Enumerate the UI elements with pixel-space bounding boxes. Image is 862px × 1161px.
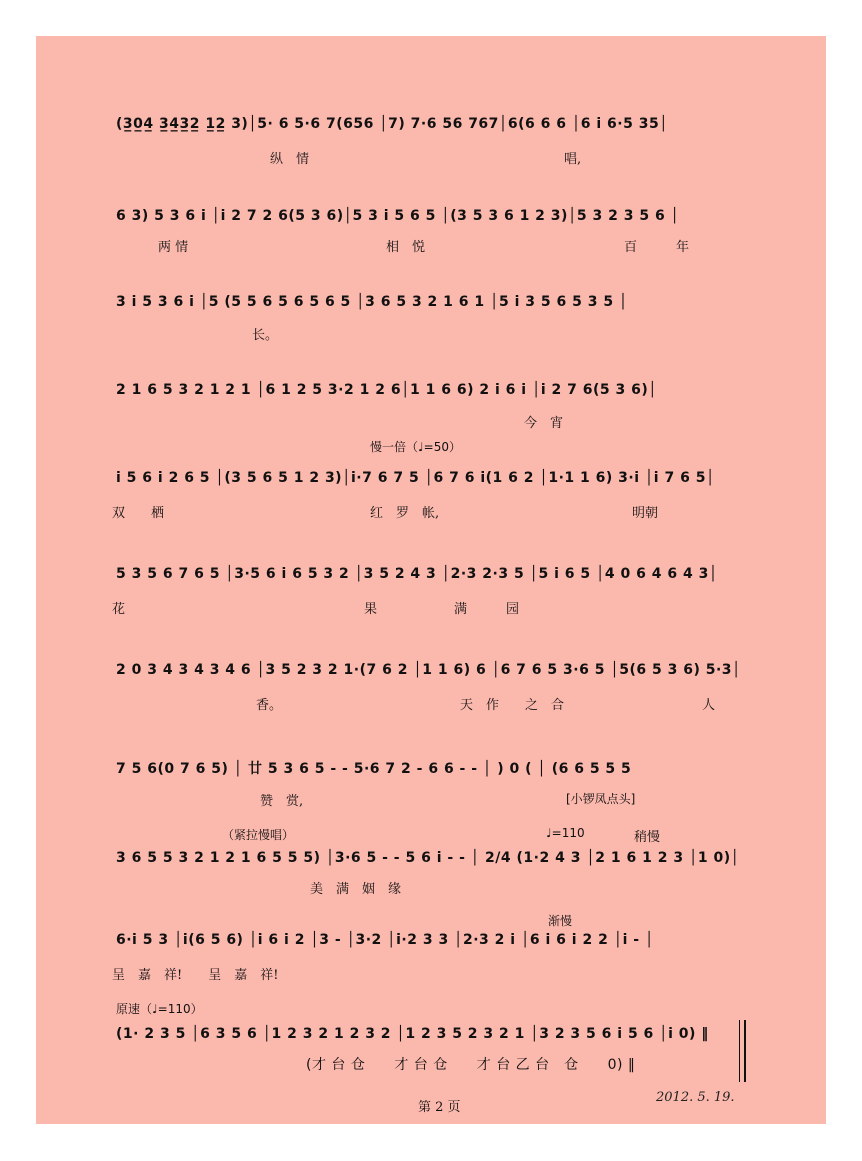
lyric-line-7c: 人 [702, 698, 716, 713]
notation-line-6: 5 3 5 6 7 6 5 │3·5 6 i 6 5 3 2 │3 5 2 4 3 │2·3 2·3 5 │5 i 6 5 │4 0 6 4 6 4 3│ [116, 566, 718, 582]
annotation-slightly-slow: 稍慢 [634, 830, 661, 845]
lyric-line-2a: 两 情 [158, 240, 189, 255]
lyric-line-5a: 双 栖 [112, 506, 165, 521]
notation-line-5: i 5 6 i 2 6 5 │(3 5 6 5 1 2 3)│i·7 6 7 5 │6 7 6 i(1 6 2 │1·1 1 6) 3·i │i 7 6 5│ [116, 470, 715, 486]
date: 2012. 5. 19. [656, 1090, 735, 1105]
notation-line-1: (3̲0̲4̲ 3̲4̲3̲2̲ 1̲2̲ 3)│5· 6 5·6 7(656 │7) 7·6 56 767│6(6 6 6 │6 i 6·5 35│ [116, 116, 669, 132]
tempo-marking-slow: 慢一倍（♩=50） [370, 440, 461, 454]
lyric-line-5b: 红 罗 帐, [370, 506, 440, 521]
annotation-tight-pull: （紧拉慢唱） [222, 828, 295, 842]
tempo-110: ♩=110 [546, 826, 585, 840]
notation-line-2: 6 3) 5 3 6 i │i 2 7 2 6(5 3 6)│5 3 i 5 6 5 │(3 5 3 6 1 2 3)│5 3 2 3 5 6 │ [116, 208, 680, 224]
percussion-line-11: (才 台 仓 才 台 仓 才 台 乙 台 仓 0) ‖ [306, 1057, 636, 1073]
lyric-line-1a: 纵 情 [270, 152, 310, 167]
lyric-line-7b: 天 作 之 合 [460, 698, 565, 713]
page-number: 第 2 页 [418, 1100, 461, 1115]
tempo-original: 原速（♩=110） [116, 1002, 203, 1016]
lyric-line-4a: 今 宵 [524, 416, 564, 431]
final-barline [744, 1020, 746, 1082]
lyric-line-3a: 长。 [252, 328, 279, 343]
notation-line-7: 2 0 3 4 3 4 3 4 6 │3 5 2 3 2 1·(7 6 2 │1 1 6) 6 │6 7 6 5 3·6 5 │5(6 5 3 6) 5·3│ [116, 662, 741, 678]
lyric-line-9a: 美 满 姻 缘 [310, 882, 402, 897]
lyric-line-2b: 相 悦 [386, 240, 426, 255]
final-barline-thin [739, 1020, 740, 1082]
lyric-line-8a: 赞 赏, [260, 794, 304, 809]
lyric-line-5c: 明朝 [632, 506, 659, 521]
score-page [36, 36, 826, 1124]
lyric-line-6c: 满 园 [454, 602, 520, 617]
notation-line-10: 6·i 5 3 │i(6 5 6) │i 6 i 2 │3 - │3·2 │i·2 3 3 │2·3 2 i │6 i 6 i 2 2 │i - │ [116, 932, 654, 948]
notation-line-11: (1· 2 3 5 │6 3 5 6 │1 2 3 2 1 2 3 2 │1 2 3 5 2 3 2 1 │3 2 3 5 6 i 5 6 │i 0) ‖ [116, 1026, 709, 1042]
lyric-line-7a: 香。 [256, 698, 283, 713]
lyric-line-1b: 唱, [564, 152, 582, 167]
lyric-line-6b: 果 [364, 602, 378, 617]
notation-line-3: 3 i 5 3 6 i │5 (5 5 6 5 6 5 6 5 │3 6 5 3 2 1 6 1 │5 i 3 5 6 5 3 5 │ [116, 294, 628, 310]
notation-line-9: 3 6 5 5 3 2 1 2 1 6 5 5 5) │3·6 5 - - 5 6 i - - │ 2/4 (1·2 4 3 │2 1 6 1 2 3 │1 0)│ [116, 850, 740, 866]
lyric-line-2c: 百 年 [624, 240, 690, 255]
notation-line-4: 2 1 6 5 3 2 1 2 1 │6 1 2 5 3·2 1 2 6│1 1 6 6) 2 i 6 i │i 2 7 6(5 3 6)│ [116, 382, 658, 398]
notation-line-8: 7 5 6(0 7 6 5) │ 廿 5 3 6 5 - - 5·6 7 2 - 6 6 - - │ ) 0 ( │ (6 6 5 5 5 [116, 761, 632, 777]
lyric-line-10a: 呈 嘉 祥! 呈 嘉 祥! [112, 968, 279, 983]
lyric-line-6a: 花 [112, 602, 126, 617]
percussion-cue: [小锣凤点头] [566, 792, 636, 806]
annotation-gradually-slow: 渐慢 [548, 914, 573, 928]
